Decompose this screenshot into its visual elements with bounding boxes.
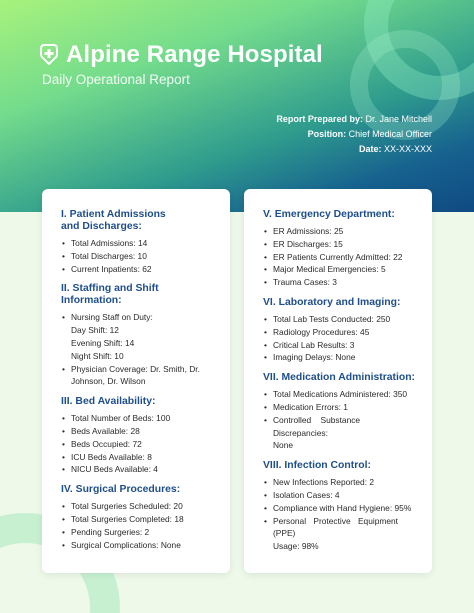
list-item: • Physician Coverage: Dr. Smith, Dr. Johnson, Dr. Wilson <box>61 363 214 389</box>
list-item: • ER Admissions: 25 <box>263 225 416 238</box>
list-item: • Total Medications Administered: 350 <box>263 388 416 401</box>
list-item: • Personal Protective Equipment (PPE) Usage: 98% <box>263 515 416 553</box>
position-row <box>276 127 432 142</box>
left-card <box>42 189 230 573</box>
section-title-staffing: II. Staffing and Shift Information: <box>61 283 159 307</box>
list-item: • Medication Errors: 1 <box>263 401 416 414</box>
list-item: • Beds Available: 28 <box>61 425 214 438</box>
list-item: • Pending Surgeries: 2 <box>61 526 214 539</box>
list-item: • Isolation Cases: 4 <box>263 489 416 502</box>
hospital-cross-icon <box>38 43 60 67</box>
surgical-list <box>61 500 214 551</box>
date-row <box>276 142 432 157</box>
staffing-list <box>61 311 214 388</box>
list-item: Day Shift: 12 <box>71 325 119 336</box>
list-item: • ICU Beds Available: 8 <box>61 451 214 464</box>
lab-list <box>263 313 416 364</box>
list-item: • Compliance with Hand Hygiene: 95% <box>263 502 416 515</box>
report-meta <box>276 112 432 157</box>
list-item: • ER Discharges: 15 <box>263 238 416 251</box>
list-item: • NICU Beds Available: 4 <box>61 463 214 476</box>
report-header <box>0 0 474 212</box>
section-title-admissions: I. Patient Admissions and Discharges: <box>61 209 166 232</box>
list-item: • Total Lab Tests Conducted: 250 <box>263 313 416 326</box>
section-title-infection: VIII. Infection Control: <box>263 460 371 472</box>
beds-list <box>61 412 214 476</box>
list-item: • ER Patients Currently Admitted: 22 <box>263 251 416 264</box>
emergency-list <box>263 225 416 289</box>
date-label: Date: <box>358 144 382 154</box>
list-item: Evening Shift: 14 <box>71 337 135 348</box>
list-item: • Nursing Staff on Duty: <box>61 311 214 324</box>
list-item: • New Infections Reported: 2 <box>263 476 416 489</box>
list-item: • Total Number of Beds: 100 <box>61 412 214 425</box>
section-title-surgical: IV. Surgical Procedures: <box>61 484 181 496</box>
position-label: Position: <box>307 129 347 139</box>
prepared-by-row <box>276 112 432 127</box>
list-item: Night Shift: 10 <box>71 350 124 361</box>
list-item: • Critical Lab Results: 3 <box>263 339 416 352</box>
hospital-name: Alpine Range Hospital <box>66 41 323 68</box>
title-row <box>38 41 323 69</box>
list-item: • Current Inpatients: 62 <box>61 263 214 276</box>
list-item: • Imaging Delays: None <box>263 351 416 364</box>
list-item: • Surgical Complications: None <box>61 539 214 552</box>
prepared-by-label: Report Prepared by: <box>276 114 363 124</box>
list-item: • Total Discharges: 10 <box>61 250 214 263</box>
medication-list <box>263 388 416 452</box>
admissions-list <box>61 237 214 275</box>
list-item: • Total Surgeries Completed: 18 <box>61 513 214 526</box>
infection-list <box>263 476 416 553</box>
list-item: • Total Surgeries Scheduled: 20 <box>61 500 214 513</box>
position-value: Chief Medical Officer <box>348 129 432 139</box>
list-item: • Major Medical Emergencies: 5 <box>263 263 416 276</box>
prepared-by-value: Dr. Jane Mitchell <box>365 114 432 124</box>
list-item: • Beds Occupied: 72 <box>61 438 214 451</box>
right-card <box>244 189 432 573</box>
list-item: • Radiology Procedures: 45 <box>263 326 416 339</box>
section-title-beds: III. Bed Availability: <box>61 396 156 408</box>
list-item: • Total Admissions: 14 <box>61 237 214 250</box>
date-value: XX-XX-XXX <box>383 144 432 154</box>
list-item: • Trauma Cases: 3 <box>263 276 416 289</box>
section-title-medication: VII. Medication Administration: <box>263 372 416 384</box>
list-item: • Controlled Substance Discrepancies: None <box>263 414 416 452</box>
section-title-lab: VI. Laboratory and Imaging: <box>263 296 401 308</box>
section-title-emergency: V. Emergency Department: <box>263 209 395 220</box>
report-subtitle: Daily Operational Report <box>42 72 190 87</box>
